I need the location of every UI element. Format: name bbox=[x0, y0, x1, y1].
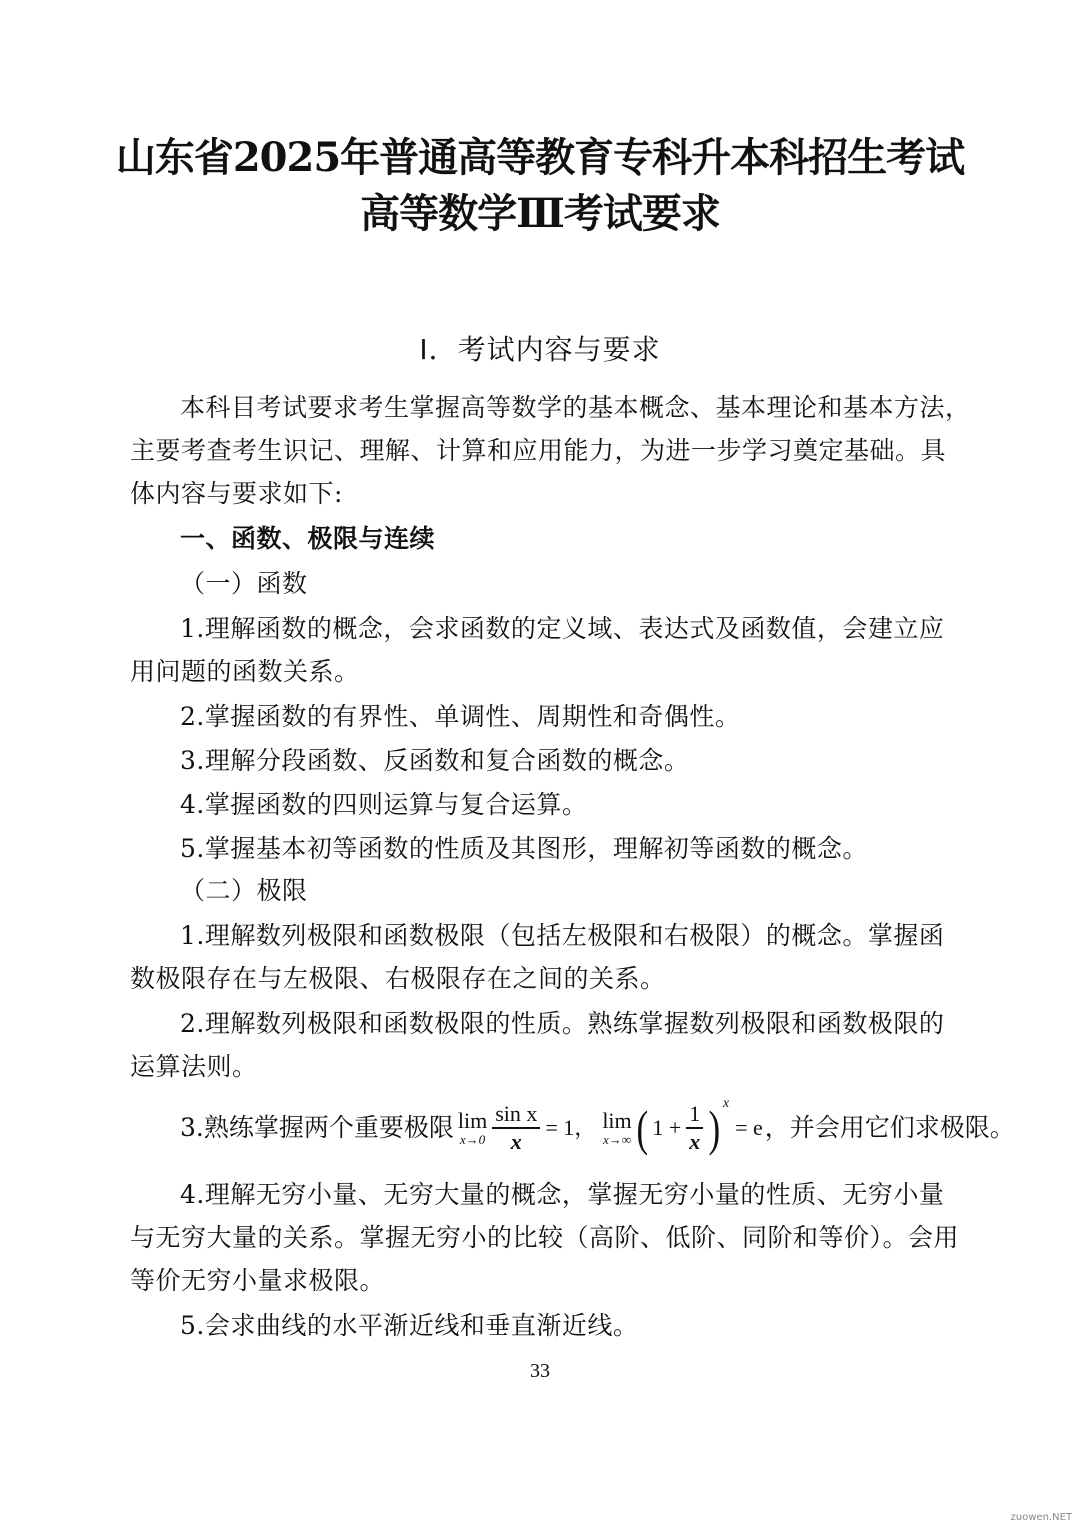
equals-e: = e bbox=[735, 1115, 763, 1140]
functions-item-3: 3.理解分段函数、反函数和复合函数的概念。 bbox=[180, 746, 690, 775]
chapter-heading: 一、函数、极限与连续 bbox=[180, 524, 436, 553]
page-number: 33 bbox=[530, 1360, 550, 1382]
limits-item-1-line-1: 1.理解数列极限和函数极限（包括左极限和右极限）的概念。掌握函 bbox=[180, 921, 945, 950]
subsection-heading-limits: （二）极限 bbox=[180, 876, 308, 905]
functions-item-1-line-2: 用问题的函数关系。 bbox=[130, 657, 360, 686]
right-paren: ) bbox=[708, 1100, 721, 1156]
functions-item-1-line-1: 1.理解函数的概念，会求函数的定义域、表达式及函数值，会建立应 bbox=[180, 614, 945, 643]
limits-item-4-line-1: 4.理解无穷小量、无穷大量的概念，掌握无穷小量的性质、无穷小量 bbox=[180, 1180, 945, 1209]
intro-line-2: 主要考查考生识记、理解、计算和应用能力，为进一步学习奠定基础。具 bbox=[130, 436, 947, 465]
watermark: zuowen.NET bbox=[1010, 1512, 1072, 1523]
fraction-one-over-x: $\frac{1}{x}$ bbox=[686, 1101, 703, 1155]
intro-line-3: 体内容与要求如下: bbox=[130, 479, 343, 508]
limits-item-1-line-2: 数极限存在与左极限、右极限存在之间的关系。 bbox=[130, 964, 666, 993]
limits-item-2-line-1: 2.理解数列极限和函数极限的性质。熟练掌握数列极限和函数极限的 bbox=[180, 1009, 945, 1038]
equals-one: = 1， bbox=[545, 1115, 597, 1140]
left-paren: ( bbox=[636, 1100, 648, 1156]
document-title-line1: 山东省2025年普通高等教育专科升本科招生考试 bbox=[115, 134, 965, 181]
limits-item-3-formula-line bbox=[180, 1096, 1015, 1158]
limit-operator-a: lim x→0 bbox=[457, 1108, 488, 1147]
section-heading: I．考试内容与要求 bbox=[419, 333, 661, 366]
limits-item-4-line-2: 与无穷大量的关系。掌握无穷小的比较（高阶、低阶、同阶和等价）。会用 bbox=[130, 1223, 960, 1252]
limit-operator-b: lim x→∞ bbox=[602, 1108, 632, 1147]
fraction-sinx-over-x: $\frac{\text{sin x}}{x}$ bbox=[492, 1101, 540, 1155]
subsection-heading-functions: （一）函数 bbox=[180, 569, 308, 598]
intro-line-1: 本科目考试要求考生掌握高等数学的基本概念、基本理论和基本方法， bbox=[180, 393, 971, 422]
document-title-line2: 高等数学Ⅲ考试要求 bbox=[360, 190, 720, 237]
limits-item-3-prefix: 3.熟练掌握两个重要极限 bbox=[180, 1113, 454, 1142]
functions-item-2: 2.掌握函数的有界性、单调性、周期性和奇偶性。 bbox=[180, 702, 741, 731]
functions-item-5: 5.掌握基本初等函数的性质及其图形，理解初等函数的概念。 bbox=[180, 834, 868, 863]
one-plus: 1 + bbox=[652, 1115, 682, 1140]
limits-item-2-line-2: 运算法则。 bbox=[130, 1052, 258, 1081]
exponent-x: x bbox=[722, 1096, 730, 1111]
functions-item-4: 4.掌握函数的四则运算与复合运算。 bbox=[180, 790, 588, 819]
limits-item-5: 5.会求曲线的水平渐近线和垂直渐近线。 bbox=[180, 1311, 639, 1340]
limits-item-4-line-3: 等价无穷小量求极限。 bbox=[130, 1266, 386, 1295]
limits-item-3-suffix: ，并会用它们求极限。 bbox=[764, 1113, 1015, 1142]
